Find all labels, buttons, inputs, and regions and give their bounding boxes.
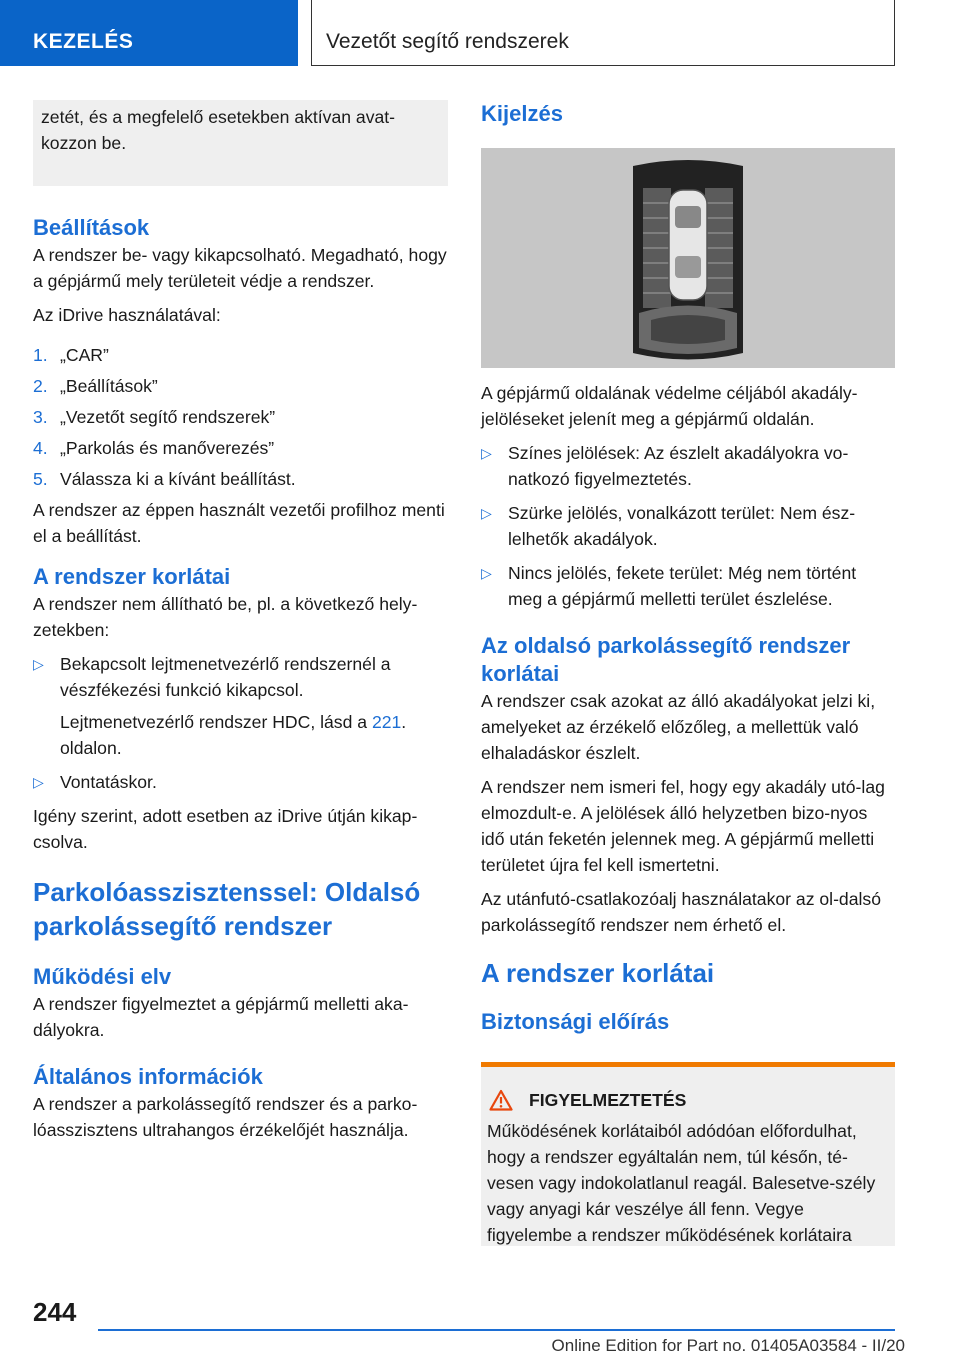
chapter-title: Vezetőt segítő rendszerek bbox=[311, 0, 895, 66]
para-idrive-off: Igény szerint, adott esetben az iDrive útján kikap-csolva. bbox=[33, 806, 418, 852]
triangle-bullet-icon: ▷ bbox=[33, 774, 44, 790]
list-item: 4. „Parkolás és manőverezés” bbox=[33, 438, 275, 458]
warning-text: Működésének korlátaiból adódóan előfordulhat, hogy a rendszer egyáltalán nem, túl későn, té-vesen vagy indokolatlanul reagál. Balesetve-szély vagy anyagi kár veszélye áll fenn. Vegye figyelembe a rendszer működésének korlátaira bbox=[487, 1121, 876, 1245]
footer-divider bbox=[98, 1329, 895, 1331]
warning-box bbox=[481, 1062, 895, 1246]
heading-general: Általános információk bbox=[33, 1064, 263, 1089]
heading-principle: Működési elv bbox=[33, 964, 172, 989]
section-tab: KEZELÉS bbox=[0, 0, 298, 66]
side-view-display-image bbox=[481, 148, 895, 368]
para-settings: A rendszer be- vagy kikapcsolható. Megadható, hogy a gépjármű mely területeit védje a rendszer. bbox=[33, 245, 447, 291]
note-text: zetét, és a megfelelő esetekben aktívan avat-kozzon be. bbox=[41, 107, 396, 153]
list-item: ▷ Nincs jelölés, fekete terület: Még nem történt meg a gépjármű melletti terület észlelése. bbox=[481, 560, 895, 612]
heading-display: Kijelzés bbox=[481, 101, 563, 126]
page-number: 244 bbox=[33, 1297, 77, 1327]
para-general: A rendszer a parkolássegítő rendszer és a parko-lóasszisztens ultrahangos érzékelőjét használja. bbox=[33, 1094, 418, 1140]
list-item: ▷ Színes jelölések: Az észlelt akadályokra vo-natkozó figyelmeztetés. bbox=[481, 440, 895, 492]
para-idrive: Az iDrive használatával: bbox=[33, 305, 221, 325]
list-item: 3. „Vezetőt segítő rendszerek” bbox=[33, 407, 276, 427]
parking-display-graphic bbox=[481, 148, 895, 368]
heading-limits-2: A rendszer korlátai bbox=[481, 958, 715, 988]
para-display: A gépjármű oldalának védelme céljából akadály-jelöléseket jelenít meg a gépjármű oldalán. bbox=[481, 383, 858, 429]
note-box bbox=[33, 100, 448, 186]
para-limits: A rendszer nem állítható be, pl. a következő hely-zetekben: bbox=[33, 594, 418, 640]
heading-safety: Biztonsági előírás bbox=[481, 1009, 670, 1034]
heading-side-limits: Az oldalsó parkolássegítő rendszer korlátai bbox=[481, 633, 851, 686]
warning-header bbox=[487, 1087, 889, 1113]
para-side-3: Az utánfutó-csatlakozóalj használatakor az ol-dalsó parkolássegítő rendszer nem érhető el. bbox=[481, 889, 881, 935]
para-side-1: A rendszer csak azokat az álló akadályokat jelzi ki, amelyeket az érzékelő előzőleg, a mellettük való elhaladáskor észlelt. bbox=[481, 691, 876, 763]
display-legend-list bbox=[481, 440, 895, 612]
heading-park-assist: Parkolóasszisztenssel: Oldalsó parkolássegítő rendszer bbox=[33, 877, 421, 941]
list-item: 1. „CAR” bbox=[33, 345, 109, 365]
para-principle: A rendszer figyelmeztet a gépjármű melletti aka-dályokra. bbox=[33, 994, 409, 1040]
list-item: 2. „Beállítások” bbox=[33, 376, 158, 396]
list-item: 5. Válassza ki a kívánt beállítást. bbox=[33, 469, 296, 489]
left-column bbox=[33, 100, 448, 1151]
footer-edition: Online Edition for Part no. 01405A03584 - II/20 bbox=[551, 1336, 905, 1355]
para-side-2: A rendszer nem ismeri fel, hogy egy akadály utó-lag elmozdult-e. A jelölések álló helyzetben bizo-nyos idő után feketén jelennek meg. A gépjármű melletti területet újra fel kell ismertetni. bbox=[481, 777, 885, 875]
triangle-bullet-icon: ▷ bbox=[481, 565, 492, 581]
right-column bbox=[481, 100, 895, 1246]
triangle-bullet-icon: ▷ bbox=[33, 656, 44, 672]
limits-list bbox=[33, 651, 448, 795]
para-profile: A rendszer az éppen használt vezetői profilhoz menti el a beállítást. bbox=[33, 500, 445, 546]
triangle-bullet-icon: ▷ bbox=[481, 505, 492, 521]
heading-settings: Beállítások bbox=[33, 215, 150, 240]
settings-steps bbox=[33, 342, 448, 492]
list-item: ▷ Vontatáskor. bbox=[33, 769, 448, 795]
list-item: ▷ Bekapcsolt lejtmenetvezérlő rendszernél a vészfékezési funkció kikapcsol. Lejtmenetvezérlő rendszer HDC, lásd a 221. oldalon. bbox=[33, 651, 448, 761]
cross-reference: Lejtmenetvezérlő rendszer HDC, lásd a 221. oldalon. bbox=[60, 712, 407, 758]
triangle-bullet-icon: ▷ bbox=[481, 445, 492, 461]
list-item: ▷ Szürke jelölés, vonalkázott terület: Nem ész-lelhetők akadályok. bbox=[481, 500, 895, 552]
warning-title: FIGYELMEZTETÉS bbox=[529, 1090, 687, 1110]
page-link[interactable]: 221 bbox=[371, 712, 402, 732]
warning-triangle-icon bbox=[489, 1089, 513, 1111]
heading-limits: A rendszer korlátai bbox=[33, 564, 231, 589]
